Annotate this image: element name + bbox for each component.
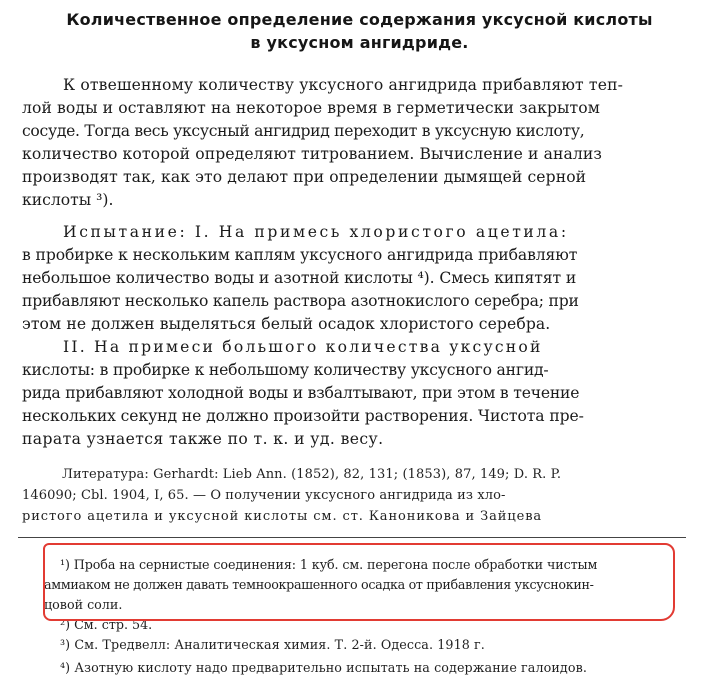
body-line: нескольких секунд не должно произойти растворения. Чистота пре- [22,407,584,425]
section-title-line-2: в уксусном ангидриде. [250,33,469,52]
body-line: лой воды и оставляют на некоторое время в герметически закрытом [22,99,600,117]
footnote-3: ³) См. Тредвелл: Аналитическая химия. Т. 2-й. Одесса. 1918 г. [60,637,485,652]
body-line: кислоты: в пробирке к небольшому количеству уксусного ангид- [22,361,549,379]
body-line: этом не должен выделяться белый осадок хлористого серебра. [22,315,551,333]
body-line: рида прибавляют холодной воды и взбалтывают, при этом в течение [22,384,580,402]
literature-line: Литература: Gerhardt: Lieb Ann. (1852), 82, 131; (1853), 87, 149; D. R. P. [62,467,562,482]
body-line: К отвешенному количеству уксусного ангидрида прибавляют теп- [63,76,624,94]
body-line: в пробирке к нескольким каплям уксусного ангидрида прибавляют [22,246,578,264]
footnote-1-line: аммиаком не должен давать темноокрашенного осадка от прибавления уксуснокин- [44,577,594,592]
footnote-1-line: цовой соли. [44,597,123,612]
body-line: прибавляют несколько капель раствора азотнокислого серебра; при [22,292,579,310]
footnote-4: ⁴) Азотную кислоту надо предварительно испытать на содержание галоидов. [60,660,587,675]
footnote-divider [18,537,686,538]
literature-line: 146090; Cbl. 1904, I, 65. — О получении уксусного ангидрида из хло- [22,488,506,503]
section-title-line-1: Количественное определение содержания уксусной кислоты [66,10,653,29]
body-line: парата узнается также по т. к. и уд. весу. [22,430,384,448]
footnote-2: ²) См. стр. 54. [60,617,153,632]
literature-line: ристого ацетила и уксусной кислоты см. ст. Каноникова и Зайцева [22,509,543,524]
body-line: кислоты ³). [22,191,114,209]
body-line: сосуде. Тогда весь уксусный ангидрид переходит в уксусную кислоту, [22,122,585,140]
test-heading-1: Испытание: I. На примесь хлористого ацетила: [63,223,569,241]
body-line: производят так, как это делают при определении дымящей серной [22,168,587,186]
footnote-1-line: ¹) Проба на сернистые соединения: 1 куб. см. перегона после обработки чистым [60,557,598,572]
body-line: количество которой определяют титрованием. Вычисление и анализ [22,145,602,163]
body-line: небольшое количество воды и азотной кислоты ⁴). Смесь кипятят и [22,269,577,287]
test-heading-2: II. На примеси большого количества уксусной [63,338,543,356]
